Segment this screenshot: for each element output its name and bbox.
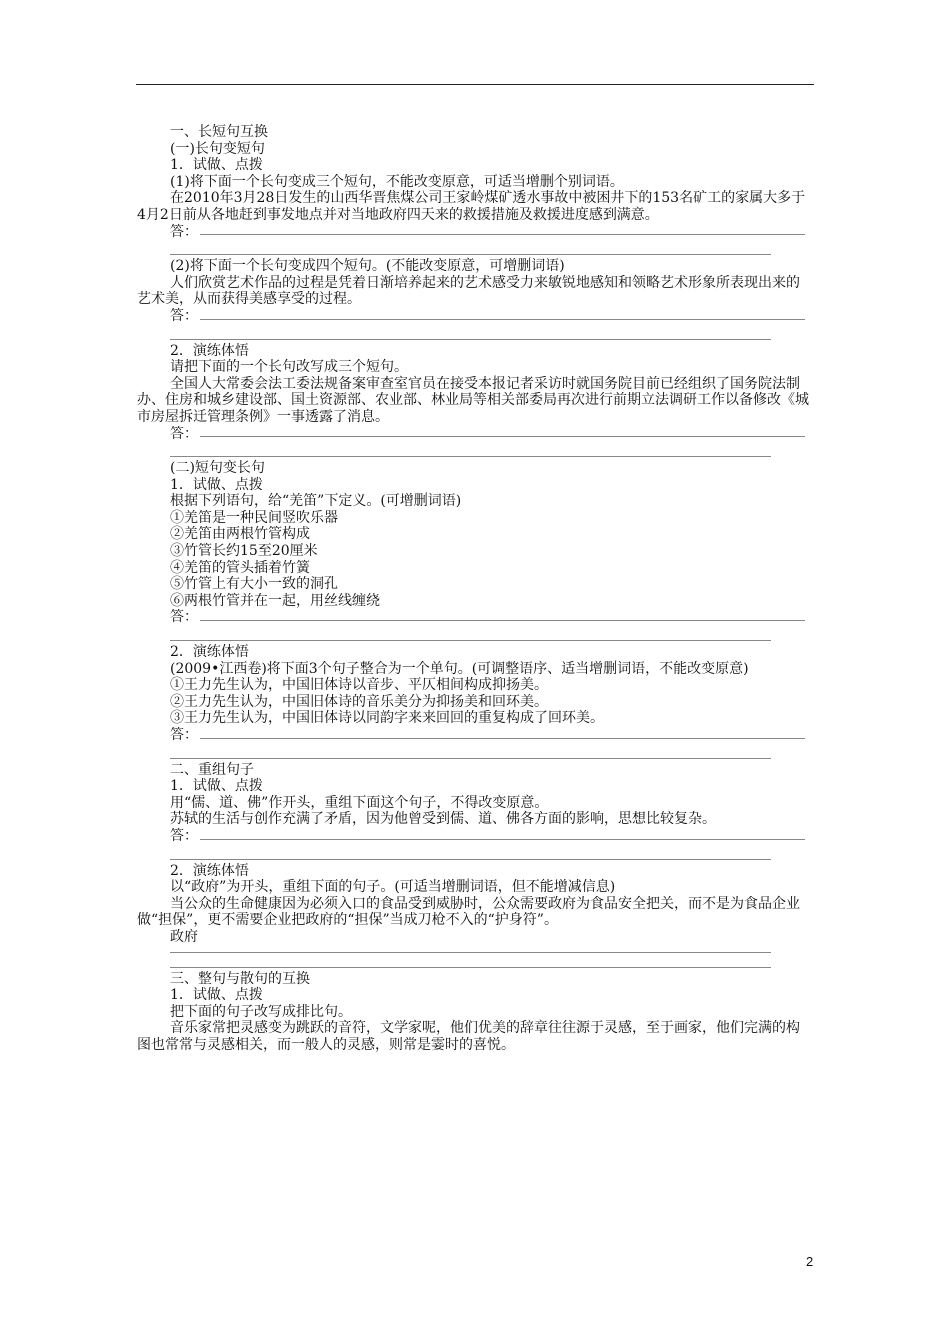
question-prompt: 用“儒、道、佛”作开头，重组下面这个句子，不得改变原意。: [170, 794, 549, 811]
question-prompt: 请把下面的一个长句改写成三个短句。: [170, 359, 408, 376]
list-item: ③王力先生认为，中国旧体诗以同韵字来来回回的重复构成了回环美。: [170, 710, 604, 727]
answer-row[interactable]: [137, 426, 813, 443]
question-text: 音乐家常把灵感变为跳跃的音符，文学家呢，他们优美的辞章往往源于灵感，至于画家，他们完满的构图也常常与灵感相关，而一般人的灵感，则常是霎时的喜悦。: [137, 1020, 800, 1053]
answer-row[interactable]: [137, 609, 813, 626]
answer-label: 答：: [170, 223, 198, 240]
answer-line[interactable]: [170, 758, 771, 759]
list-item: ⑥两根竹管并在一起，用丝线缠绕: [170, 592, 380, 609]
list-item: ⑤竹管上有大小一致的洞孔: [170, 576, 338, 593]
answer-label: 答：: [170, 425, 198, 442]
question-text: 苏轼的生活与创作充满了矛盾，因为他曾受到儒、道、佛各方面的影响，思想比较复杂。: [170, 811, 716, 828]
section-heading: 三、整句与散句的互换: [170, 970, 310, 987]
answer-label: 答：: [170, 609, 198, 626]
answer-line[interactable]: [200, 738, 805, 739]
answer-line[interactable]: [170, 640, 771, 641]
question-text: 当公众的生命健康因为必须入口的食品受到威胁时，公众需要政府为食品安全把关，而不是为食品企业做“担保”，更不需要企业把政府的“担保”当成刀枪不入的“护身符”。: [137, 895, 800, 929]
answer-line[interactable]: [200, 319, 805, 320]
worksheet-body: [137, 124, 813, 1054]
answer-line[interactable]: [170, 952, 771, 953]
answer-label: 答：: [170, 307, 198, 324]
answer-row[interactable]: [137, 727, 813, 744]
part-heading: 2．演练体悟: [170, 644, 249, 661]
answer-line[interactable]: [170, 456, 771, 457]
part-heading: 2．演练体悟: [170, 342, 249, 359]
question-text: 在2010年3月28日发生的山西华晋焦煤公司王家岭煤矿透水事故中被困井下的153名矿工的家属大多于4月2日前从各地赶到事发地点并对当地政府四天来的救援措施及救援进度感到满意。: [137, 190, 806, 223]
part-heading: 1．试做、点拨: [170, 476, 263, 493]
subsection-heading: (一)长句变短句: [170, 140, 265, 157]
question-prompt: (1)将下面一个长句变成三个短句，不能改变原意，可适当增删个别词语。: [170, 173, 624, 190]
answer-line[interactable]: [200, 839, 805, 840]
part-heading: 1．试做、点拨: [170, 157, 263, 174]
answer-line[interactable]: [200, 436, 805, 437]
answer-row[interactable]: [137, 224, 813, 241]
list-item: ④羌笛的管头插着竹簧: [170, 559, 310, 576]
section-heading: 二、重组句子: [170, 761, 254, 778]
answer-label: 政府: [170, 928, 198, 945]
answer-line[interactable]: [170, 859, 771, 860]
question-prompt: 把下面的句子改写成排比句。: [170, 1003, 352, 1020]
question-prompt: (2009•江西卷)将下面3个句子整合为一个单句。(可调整语序、适当增删词语，不能改变原意): [170, 660, 749, 677]
list-item: ①王力先生认为，中国旧体诗以音步、平仄相间构成抑扬美。: [170, 677, 548, 694]
section-heading: 一、长短句互换: [170, 124, 268, 140]
header-rule: [136, 84, 814, 85]
answer-line[interactable]: [170, 339, 771, 340]
subsection-heading: (二)短句变长句: [170, 460, 265, 477]
part-heading: 1．试做、点拨: [170, 778, 263, 795]
answer-line[interactable]: [200, 234, 805, 235]
list-item: ②王力先生认为，中国旧体诗的音乐美分为抑扬美和回环美。: [170, 693, 548, 710]
answer-label: 答：: [170, 827, 198, 844]
answer-label: 答：: [170, 727, 198, 743]
list-item: ②羌笛由两根竹管构成: [170, 526, 310, 543]
list-item: ①羌笛是一种民间竖吹乐器: [170, 509, 338, 526]
question-prompt: 根据下列语句，给“羌笛”下定义。(可增删词语): [170, 493, 462, 510]
question-text: 人们欣赏艺术作品的过程是凭着日渐培养起来的艺术感受力来敏锐地感知和领略艺术形象所表现出来的艺术美，从而获得美感享受的过程。: [137, 274, 800, 308]
answer-row[interactable]: [137, 308, 813, 325]
question-text: 全国人大常委会法工委法规备案审查室官员在接受本报记者采访时就国务院目前已经组织了国务院法制办、住房和城乡建设部、国土资源部、农业部、林业局等相关部委局再次进行前期立法调研工作以备修改《城市房屋拆迁管理条例》一事透露了消息。: [137, 375, 809, 425]
question-prompt: (2)将下面一个长句变成四个短句。(不能改变原意，可增删词语): [170, 258, 565, 275]
answer-line[interactable]: [170, 967, 771, 968]
answer-line[interactable]: [170, 254, 771, 255]
answer-row[interactable]: [137, 828, 813, 845]
page-number: 2: [806, 1254, 814, 1269]
list-item: ③竹管长约15至20厘米: [170, 543, 318, 560]
question-prompt: 以“政府”为开头，重组下面的句子。(可适当增删词语，但不能增减信息): [170, 879, 616, 896]
part-heading: 2．演练体悟: [170, 862, 249, 879]
answer-line[interactable]: [200, 620, 805, 621]
part-heading: 1．试做、点拨: [170, 987, 263, 1004]
